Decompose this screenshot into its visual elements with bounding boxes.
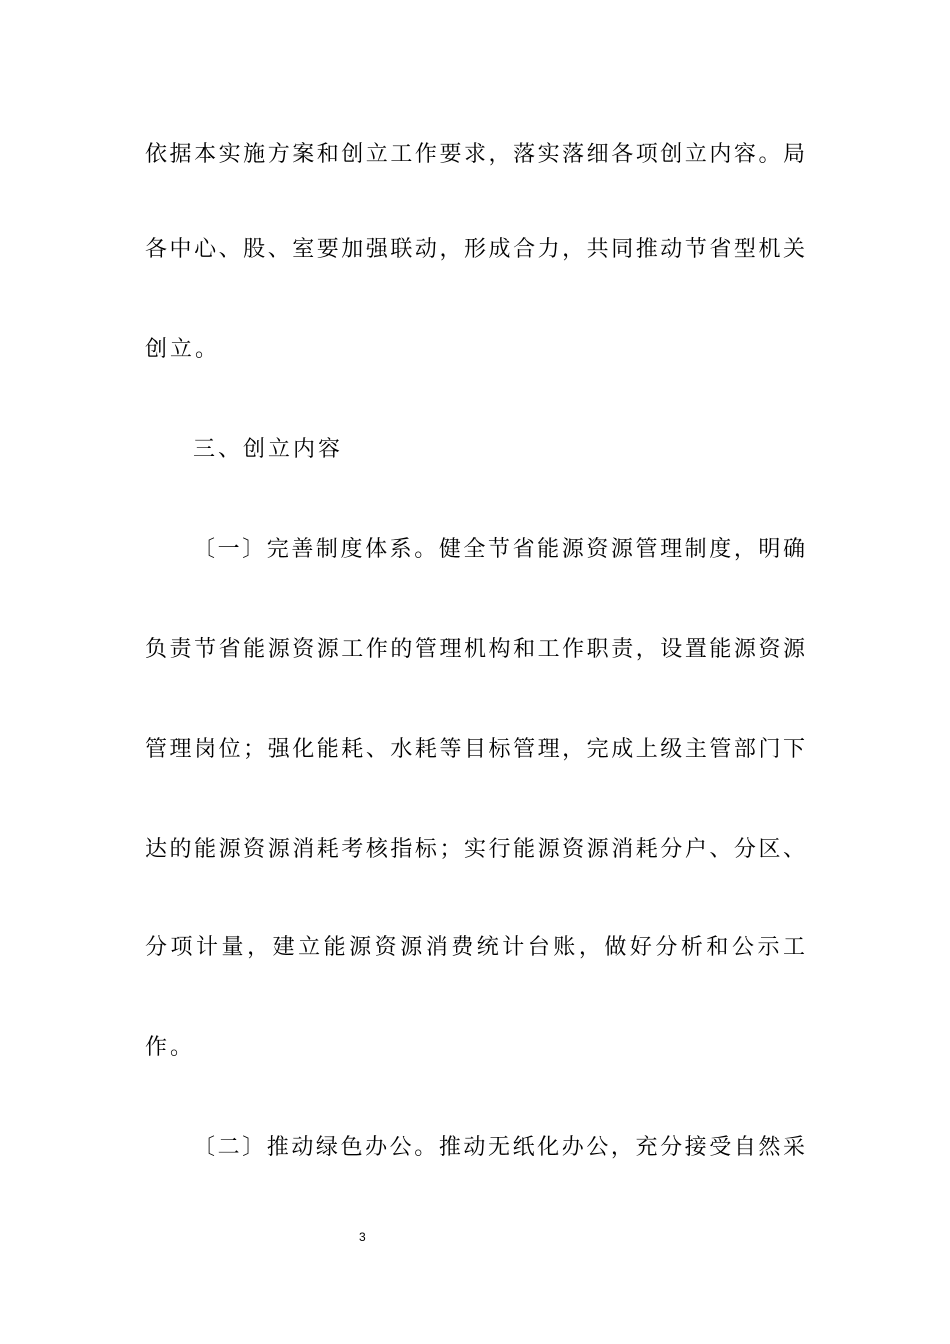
paragraph-line: 负责节省能源资源工作的管理机构和工作职责，设置能源资源 xyxy=(145,637,805,662)
paragraph-line: 各中心、股、室要加强联动，形成合力，共同推动节省型机关 xyxy=(145,237,805,262)
paragraph-line: 分项计量，建立能源资源消费统计台账，做好分析和公示工 xyxy=(145,935,805,960)
section-heading: 三、创立内容 xyxy=(193,437,344,462)
paragraph-line: 管理岗位；强化能耗、水耗等目标管理，完成上级主管部门下 xyxy=(145,737,805,762)
paragraph-line: 创立。 xyxy=(145,337,221,362)
paragraph-line: 依据本实施方案和创立工作要求，落实落细各项创立内容。局 xyxy=(145,142,805,167)
subsection-heading-line: 〔二〕推动绿色办公。推动无纸化办公，充分接受自然采 xyxy=(193,1135,805,1160)
subsection-heading-line: 〔一〕完善制度体系。健全节省能源资源管理制度，明确 xyxy=(193,537,805,562)
page-number: 3 xyxy=(359,1230,366,1244)
paragraph-line: 作。 xyxy=(145,1035,196,1060)
paragraph-line: 达的能源资源消耗考核指标；实行能源资源消耗分户、分区、 xyxy=(145,837,805,862)
